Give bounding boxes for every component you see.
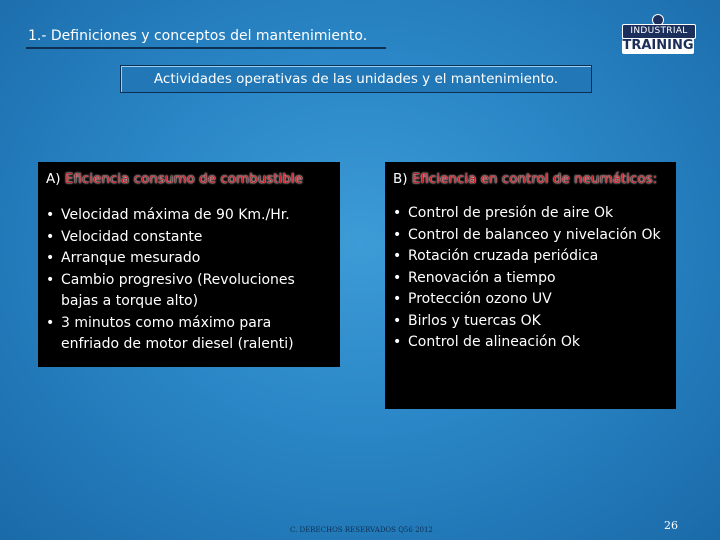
page-title: 1.- Definiciones y conceptos del mantenimiento.: [28, 28, 368, 44]
list-item: • Control de alineación Ok: [393, 332, 668, 354]
list-item: • Control de presión de aire Ok: [393, 203, 668, 225]
panel-a-list: [46, 205, 332, 356]
logo-top-text: INDUSTRIAL: [622, 24, 696, 39]
panel-tire-control: [385, 162, 676, 409]
panel-a-heading: [46, 170, 332, 189]
list-item: • Protección ozono UV: [393, 289, 668, 311]
list-item: • Velocidad constante: [46, 227, 332, 249]
title-underline: [26, 47, 386, 49]
list-item: • Rotación cruzada periódica: [393, 246, 668, 268]
list-item: • Birlos y tuercas OK: [393, 311, 668, 333]
logo-bottom-text: TRAINING: [622, 38, 694, 53]
list-item: • 3 minutos como máximo para enfriado de motor diesel (ralenti): [46, 313, 332, 356]
industrial-training-logo: [618, 14, 698, 56]
panel-b-list: [393, 203, 668, 354]
panel-fuel-efficiency: [38, 162, 340, 367]
panel-b-heading-text: Eficiencia en control de neumáticos:: [411, 171, 658, 187]
panel-b-heading: [393, 170, 668, 189]
panel-a-heading-text: Eficiencia consumo de combustible: [64, 171, 303, 187]
panel-a-letter: A): [46, 171, 61, 187]
list-item: • Cambio progresivo (Revoluciones bajas a torque alto): [46, 270, 332, 313]
copyright-notice: C. DERECHOS RESERVADOS Q56 2012: [290, 526, 433, 534]
list-item: • Control de balanceo y nivelación Ok: [393, 225, 668, 247]
page-number: 26: [664, 519, 678, 532]
panel-b-letter: B): [393, 171, 408, 187]
list-item: • Renovación a tiempo: [393, 268, 668, 290]
list-item: • Arranque mesurado: [46, 248, 332, 270]
list-item: • Velocidad máxima de 90 Km./Hr.: [46, 205, 332, 227]
subtitle-banner: Actividades operativas de las unidades y el mantenimiento.: [120, 65, 592, 93]
